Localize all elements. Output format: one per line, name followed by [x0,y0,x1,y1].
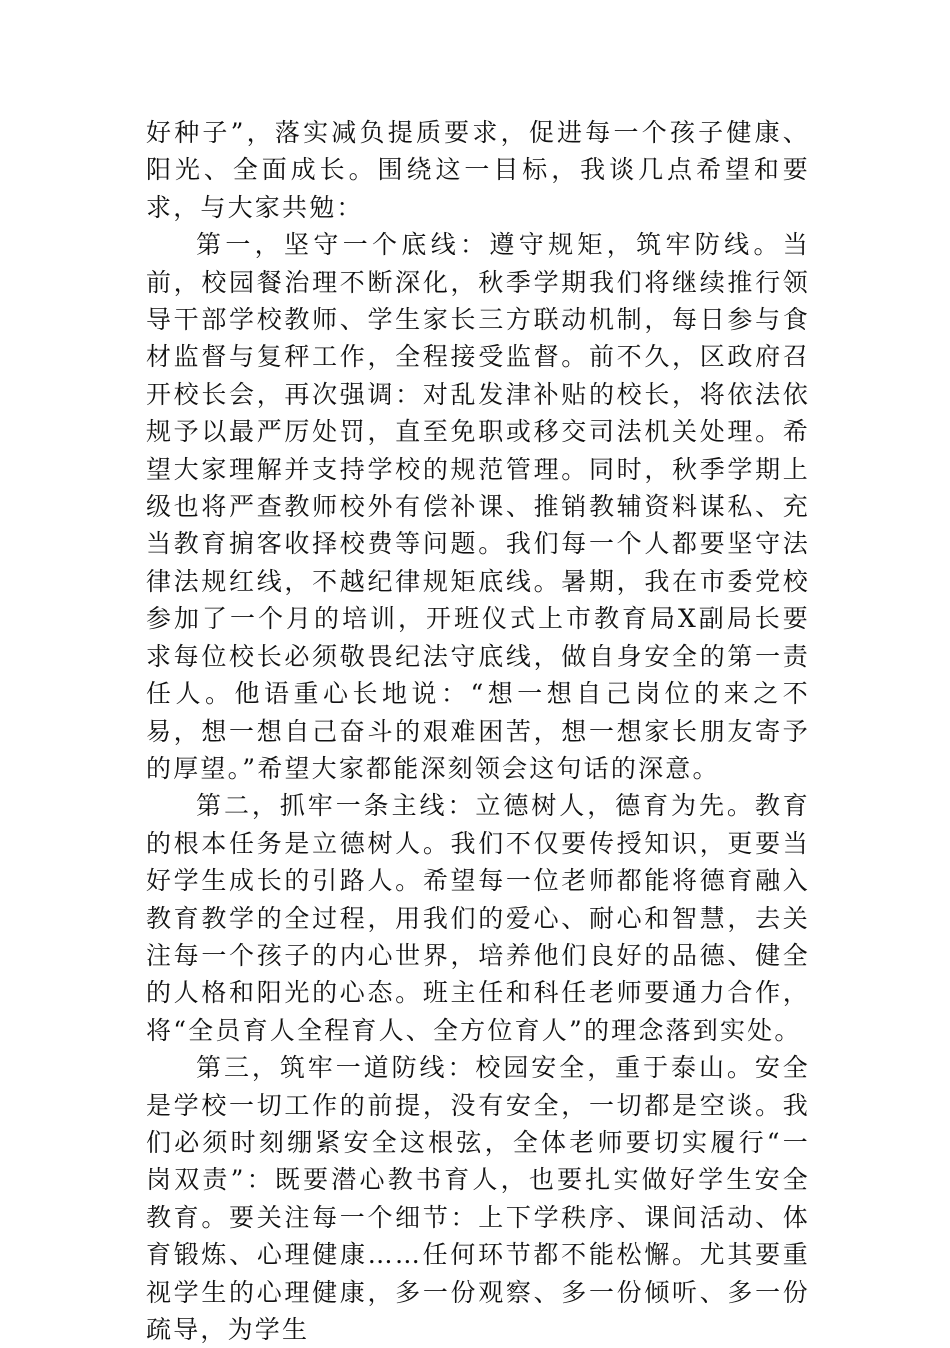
paragraph-first-point: 第一，坚守一个底线：遵守规矩，筑牢防线。当前，校园餐治理不断深化，秋季学期我们将继续推行领导干部学校教师、学生家长三方联动机制，每日参与食材监督与复秤工作，全程接受监督。前不久，区政府召开校长会，再次强调：对乱发津补贴的校长，将依法依规予以最严厉处罚，直至免职或移交司法机关处理。希望大家理解并支持学校的规范管理。同时，秋季学期上级也将严查教师校外有偿补课、推销教辅资料谋私、充当教育掮客收择校费等问题。我们每一个人都要坚守法律法规红线，不越纪律规矩底线。暑期，我在市委党校参加了一个月的培训，开班仪式上市教育局X副局长要求每位校长必须敬畏纪法守底线，做自身安全的第一责任人。他语重心长地说：“想一想自己岗位的来之不易，想一想自己奋斗的艰难困苦，想一想家长朋友寄予的厚望。”希望大家都能深刻领会这句话的深意。 [146,230,810,783]
paragraph-second-point: 第二，抓牢一条主线：立德树人，德育为先。教育的根本任务是立德树人。我们不仅要传授知识，更要当好学生成长的引路人。希望每一位老师都能将德育融入教育教学的全过程，用我们的爱心、耐心和智慧，去关注每一个孩子的内心世界，培养他们良好的品德、健全的人格和阳光的心态。班主任和科任老师要通力合作，将“全员育人全程育人、全方位育人”的理念落到实处。 [146,791,810,1045]
document-body [146,114,810,1348]
paragraph-continuation: 好种子”，落实减负提质要求，促进每一个孩子健康、阳光、全面成长。围绕这一目标，我谈几点希望和要求，与大家共勉： [146,118,810,222]
paragraph-third-point: 第三，筑牢一道防线：校园安全，重于泰山。安全是学校一切工作的前提，没有安全，一切都是空谈。我们必须时刻绷紧安全这根弦，全体老师要切实履行“一岗双责”：既要潜心教书育人，也要扎实做好学生安全教育。要关注每一个细节：上下学秩序、课间活动、体育锻炼、心理健康……任何环节都不能松懈。尤其要重视学生的心理健康，多一份观察、多一份倾听、多一份疏导，为学生 [146,1053,810,1344]
